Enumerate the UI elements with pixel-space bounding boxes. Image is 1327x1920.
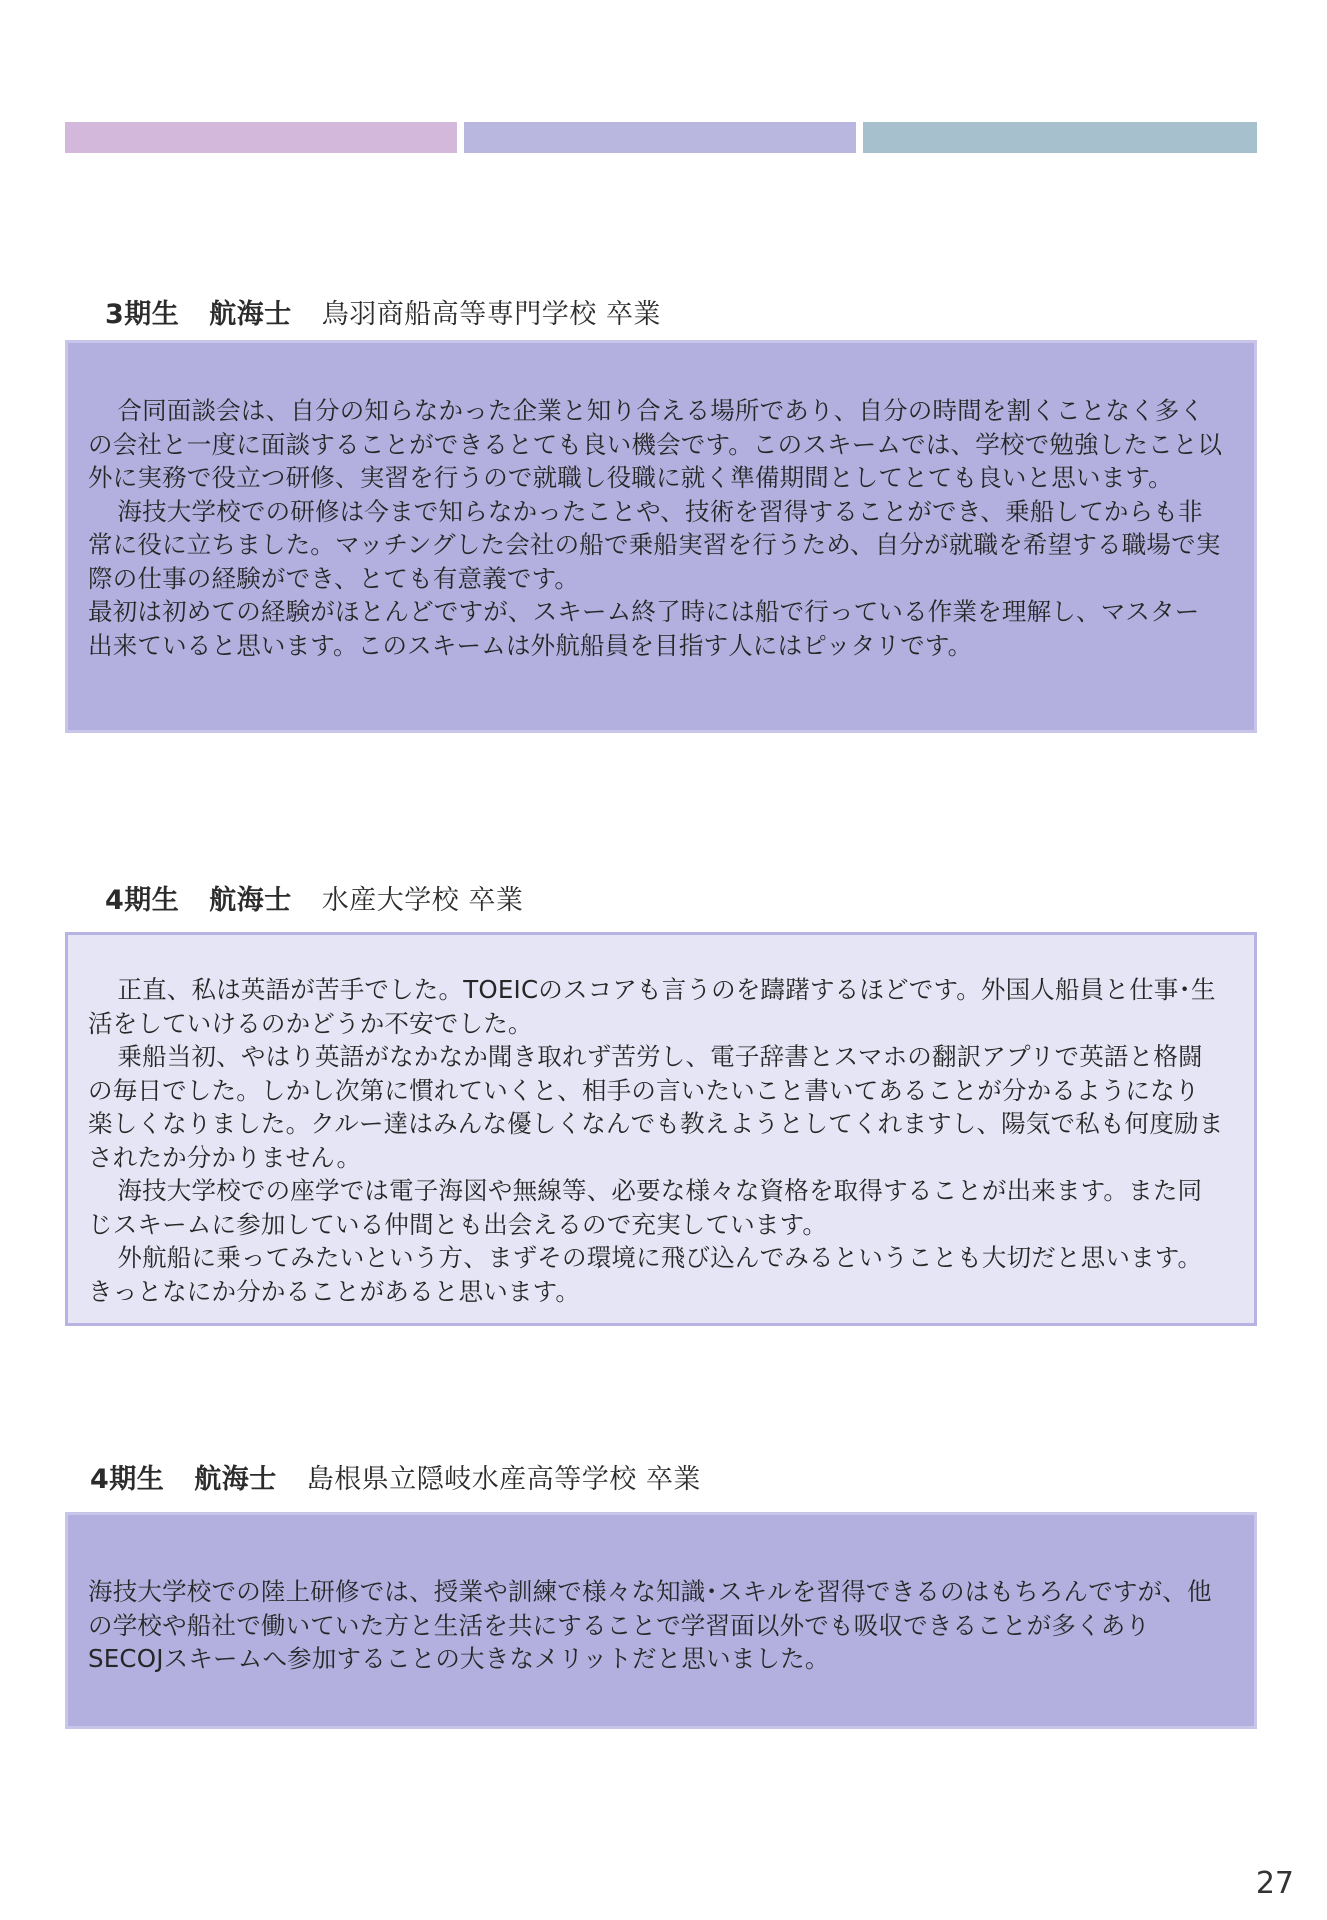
testimonial-paragraph: 外航船に乗ってみたいという方、まずその環境に飛び込んでみるということも大切だと思います。きっとなにか分かることがあると思います。 xyxy=(88,1243,1203,1306)
page-number: 27 xyxy=(1255,1866,1294,1901)
cohort-label: 3期生 xyxy=(105,299,180,330)
testimonial-heading-1 xyxy=(105,292,661,331)
testimonial-heading-2 xyxy=(105,878,523,917)
cohort-label: 4期生 xyxy=(105,885,180,916)
header-color-bar-blue-gray xyxy=(863,122,1257,153)
testimonial-heading-3 xyxy=(90,1457,701,1496)
testimonial-paragraph: 最初は初めての経験がほとんどですが、スキーム終了時には船で行っている作業を理解し、マスター出来ていると思います。このスキームは外航船員を目指す人にはピッタリです。 xyxy=(88,597,1200,660)
testimonial-box-3 xyxy=(65,1512,1257,1729)
role-label: 航海士 xyxy=(194,1464,277,1495)
testimonial-paragraph: 合同面談会は、自分の知らなかった企業と知り合える場所であり、自分の時間を割くことなく多くの会社と一度に面談することができるとても良い機会です。このスキームでは、学校で勉強したこと以外に実務で役立つ研修、実習を行うので就職し役職に就く準備期間としてとても良いと思います。 xyxy=(88,396,1223,492)
testimonial-paragraph: 海技大学校での座学では電子海図や無線等、必要な様々な資格を取得することが出来ます。また同じスキームに参加している仲間とも出会えるので充実しています。 xyxy=(88,1176,1203,1239)
school-label: 水産大学校 卒業 xyxy=(321,885,524,916)
testimonial-paragraph: 海技大学校での陸上研修では、授業や訓練で様々な知識･スキルを習得できるのはもちろんですが、他の学校や船社で働いていた方と生活を共にすることで学習面以外でも吸収できることが多くありSECOJスキームへ参加することの大きなメリットだと思いました。 xyxy=(88,1577,1212,1673)
testimonial-box-2 xyxy=(65,932,1257,1326)
header-color-bar-lavender xyxy=(464,122,856,153)
testimonial-paragraph: 海技大学校での研修は今まで知らなかったことや、技術を習得することができ、乗船してからも非常に役に立ちました。マッチングした会社の船で乗船実習を行うため、自分が就職を希望する職場で実際の仕事の経験ができ、とても有意義です。 xyxy=(88,496,1221,593)
testimonial-paragraph: 乗船当初、やはり英語がなかなか聞き取れず苦労し、電子辞書とスマホの翻訳アプリで英語と格闘の毎日でした。しかし次第に慣れていくと、相手の言いたいこと書いてあることが分かるようになり楽しくなりました。クルー達はみんな優しくなんでも教えようとしてくれますし、陽気で私も何度励まされたか分かりません。 xyxy=(88,1042,1224,1172)
header-color-bar-pink xyxy=(65,122,457,153)
school-label: 島根県立隠岐水産高等学校 卒業 xyxy=(306,1464,701,1495)
school-label: 鳥羽商船高等専門学校 卒業 xyxy=(321,299,661,330)
cohort-label: 4期生 xyxy=(90,1464,165,1495)
role-label: 航海士 xyxy=(209,299,292,330)
testimonial-box-1 xyxy=(65,340,1257,733)
testimonial-paragraph: 正直、私は英語が苦手でした。TOEICのスコアも言うのを躊躇するほどです。外国人船員と仕事･生活をしていけるのかどうか不安でした。 xyxy=(88,975,1216,1038)
role-label: 航海士 xyxy=(209,885,292,916)
